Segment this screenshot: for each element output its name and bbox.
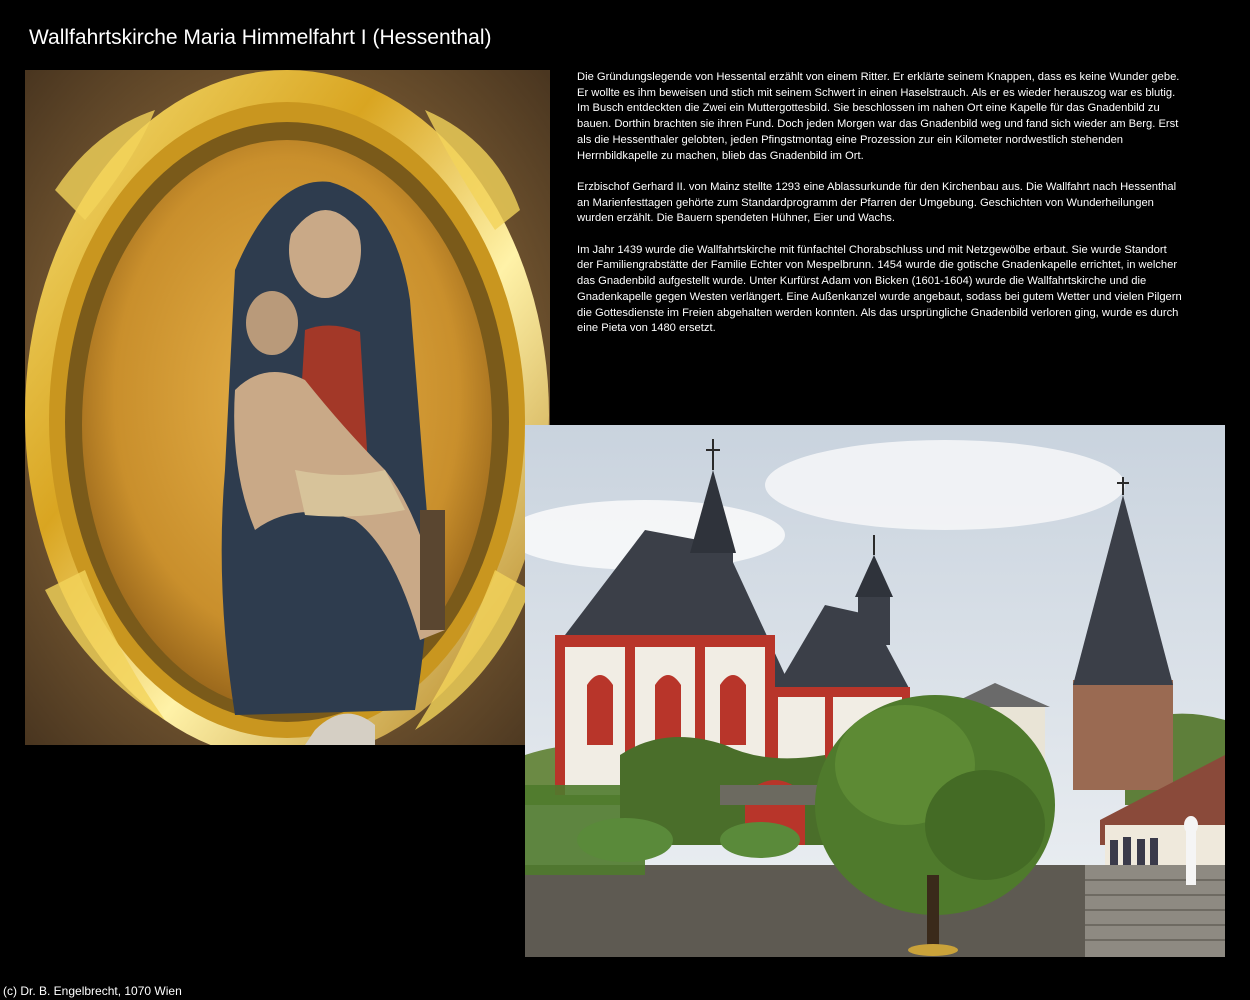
church-exterior-photo [525,425,1225,957]
page-title: Wallfahrtskirche Maria Himmelfahrt I (Hessenthal) [29,26,492,49]
article-paragraph-legend: Die Gründungslegende von Hessental erzählt von einem Ritter. Er erklärte seinem Knappen, dass es keine Wunder gebe. Er wollte es ihm beweisen und stich mit seinem Schwert in einen Haselstrauch. Als er es wieder herauszog war es blutig. Im Busch entdeckten die Zwei ein Muttergottesbild. Sie beschlossen im nahen Ort eine Kapelle für das Gnadenbild zu bauen. Dorthin brachten sie ihren Fund. Doch jeden Morgen war das Gnadenbild weg und fand sich wieder am Berg. Erst als die Hessenthaler gelobten, jeden Pfingstmontag eine Prozession zur ein Kilometer nordwestlich stehenden Herrnbildkapelle zu machen, blieb das Gnadenbild im Ort. [577,71,1180,162]
madonna-pieta-image [25,70,550,745]
church-exterior-image [525,425,1225,957]
article-paragraph-pilgrimage: Erzbischof Gerhard II. von Mainz stellte 1293 eine Ablassurkunde für den Kirchenbau aus. Die Wallfahrt nach Hessenthal an Marienfesttagen gehörte zum Standardprogramm der Pfarren der Umgebung. Geschichten von Wunderheilungen wurden erzählt. Die Bauern spendeten Hühner, Eier und Wachs. [577,180,1177,225]
madonna-pieta-photo [25,70,550,745]
article-text [577,70,1182,353]
article-paragraph-construction: Im Jahr 1439 wurde die Wallfahrtskirche mit fünfachtel Chorabschluss und mit Netzgewölbe erbaut. Sie wurde Standort der Familiengrabstätte der Familie Echter von Mespelbrunn. 1454 wurde die gotische Gnadenkapelle errichtet, in welcher das Gnadenbild aufgestellt wurde. Unter Kurfürst Adam von Bicken (1601-1604) wurde die Wallfahrtskirche und die Gnadenkapelle gegen Westen verlängert. Eine Außenkanzel wurde angebaut, sodass bei gutem Wetter und vielen Pilgern die Gottesdienste im Freien abgehalten werden konnten. Als das ursprüngliche Gnadenbild verloren ging, wurde es durch eine Pieta von 1480 ersetzt. [577,243,1182,335]
copyright-notice: (c) Dr. B. Engelbrecht, 1070 Wien [3,984,182,998]
